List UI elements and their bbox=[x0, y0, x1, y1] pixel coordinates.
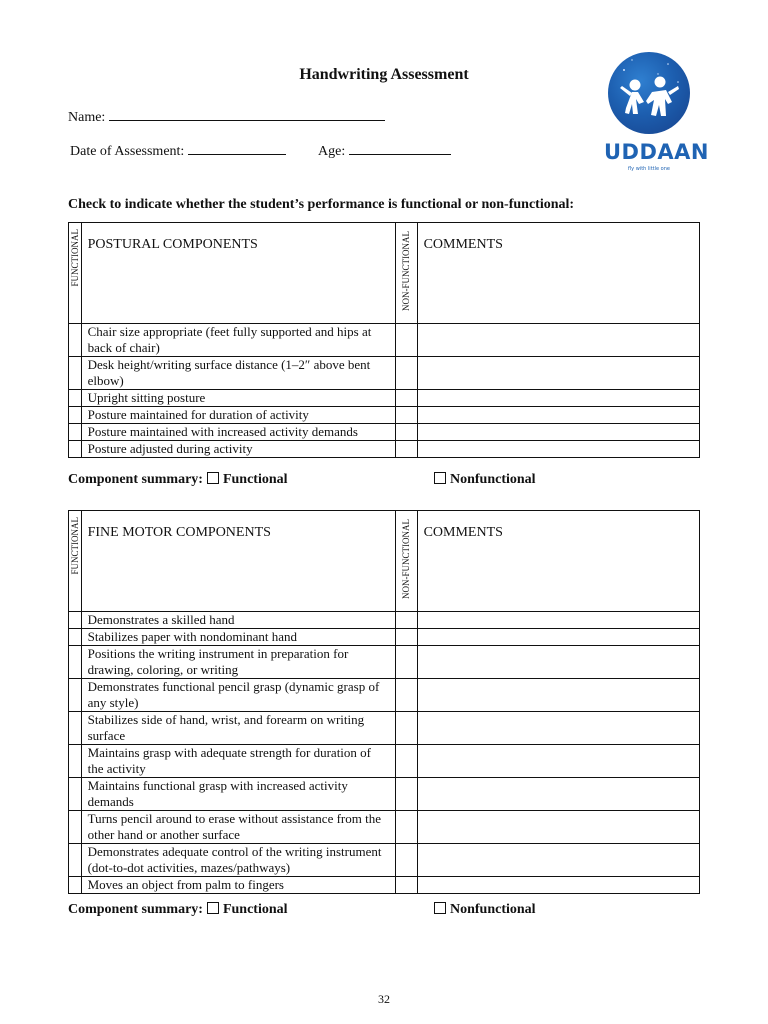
fine-motor-summary bbox=[68, 902, 536, 918]
comments-cell[interactable] bbox=[417, 629, 699, 646]
non-functional-checkbox-cell[interactable] bbox=[395, 324, 417, 357]
comments-heading: COMMENTS bbox=[417, 511, 699, 612]
logo-tagline: fly with little one bbox=[628, 166, 670, 172]
name-field bbox=[68, 106, 385, 126]
non-functional-checkbox-cell[interactable] bbox=[395, 441, 417, 458]
functional-checkbox-cell[interactable] bbox=[69, 441, 82, 458]
table-row bbox=[69, 407, 700, 424]
fine-motor-table bbox=[68, 510, 700, 894]
instruction-text: Check to indicate whether the student’s performance is functional or non-functional: bbox=[68, 197, 575, 212]
item-label: Stabilizes paper with nondominant hand bbox=[81, 629, 395, 646]
age-input-line[interactable] bbox=[349, 140, 451, 155]
functional-option-label: Functional bbox=[222, 472, 288, 487]
logo-emblem bbox=[608, 52, 690, 134]
item-label: Chair size appropriate (feet fully supported and hips at back of chair) bbox=[81, 324, 395, 357]
comments-cell[interactable] bbox=[417, 357, 699, 390]
table-row bbox=[69, 712, 700, 745]
table-row bbox=[69, 324, 700, 357]
item-label: Posture maintained for duration of activity bbox=[81, 407, 395, 424]
functional-column-header bbox=[69, 511, 82, 612]
postural-table bbox=[68, 222, 700, 458]
comments-cell[interactable] bbox=[417, 324, 699, 357]
comments-cell[interactable] bbox=[417, 612, 699, 629]
non-functional-checkbox-cell[interactable] bbox=[395, 679, 417, 712]
postural-heading: POSTURAL COMPONENTS bbox=[81, 223, 395, 324]
nonfunctional-option-label: Nonfunctional bbox=[450, 902, 536, 917]
functional-checkbox-cell[interactable] bbox=[69, 712, 82, 745]
functional-checkbox-cell[interactable] bbox=[69, 811, 82, 844]
summary-label: Component summary: bbox=[68, 472, 203, 487]
item-label: Positions the writing instrument in preparation for drawing, coloring, or writing bbox=[81, 646, 395, 679]
non-functional-checkbox-cell[interactable] bbox=[395, 424, 417, 441]
comments-cell[interactable] bbox=[417, 712, 699, 745]
item-label: Maintains functional grasp with increased activity demands bbox=[81, 778, 395, 811]
age-field bbox=[318, 140, 451, 160]
item-label: Turns pencil around to erase without assistance from the other hand or another surface bbox=[81, 811, 395, 844]
non-functional-column-header bbox=[395, 511, 417, 612]
non-functional-label: NON-FUNCTIONAL bbox=[401, 231, 412, 311]
functional-option-label: Functional bbox=[222, 902, 288, 917]
children-silhouette-icon bbox=[608, 52, 690, 134]
fine-motor-header-row bbox=[69, 511, 700, 612]
postural-summary bbox=[68, 472, 536, 488]
item-label: Moves an object from palm to fingers bbox=[81, 877, 395, 894]
date-field bbox=[70, 140, 286, 160]
comments-cell[interactable] bbox=[417, 390, 699, 407]
nonfunctional-option-label: Nonfunctional bbox=[450, 472, 536, 487]
nonfunctional-checkbox[interactable] bbox=[434, 472, 446, 484]
functional-checkbox-cell[interactable] bbox=[69, 877, 82, 894]
functional-column-header bbox=[69, 223, 82, 324]
item-label: Demonstrates a skilled hand bbox=[81, 612, 395, 629]
date-input-line[interactable] bbox=[188, 140, 286, 155]
non-functional-label: NON-FUNCTIONAL bbox=[401, 519, 412, 599]
table-row bbox=[69, 441, 700, 458]
non-functional-checkbox-cell[interactable] bbox=[395, 646, 417, 679]
non-functional-column-header bbox=[395, 223, 417, 324]
logo-wordmark: UDDAAN bbox=[604, 140, 709, 164]
item-label: Upright sitting posture bbox=[81, 390, 395, 407]
comments-cell[interactable] bbox=[417, 441, 699, 458]
non-functional-checkbox-cell[interactable] bbox=[395, 844, 417, 877]
comments-cell[interactable] bbox=[417, 877, 699, 894]
item-label: Demonstrates functional pencil grasp (dynamic grasp of any style) bbox=[81, 679, 395, 712]
non-functional-checkbox-cell[interactable] bbox=[395, 407, 417, 424]
non-functional-checkbox-cell[interactable] bbox=[395, 745, 417, 778]
comments-cell[interactable] bbox=[417, 407, 699, 424]
table-row bbox=[69, 424, 700, 441]
table-row bbox=[69, 629, 700, 646]
table-row bbox=[69, 679, 700, 712]
page-title: Handwriting Assessment bbox=[299, 66, 469, 83]
comments-cell[interactable] bbox=[417, 646, 699, 679]
functional-checkbox-cell[interactable] bbox=[69, 629, 82, 646]
item-label: Demonstrates adequate control of the writing instrument (dot-to-dot activities, mazes/pathways) bbox=[81, 844, 395, 877]
functional-checkbox-cell[interactable] bbox=[69, 844, 82, 877]
comments-heading: COMMENTS bbox=[417, 223, 699, 324]
table-row bbox=[69, 646, 700, 679]
name-label: Name: bbox=[68, 110, 106, 125]
table-row bbox=[69, 844, 700, 877]
non-functional-checkbox-cell[interactable] bbox=[395, 612, 417, 629]
functional-checkbox-cell[interactable] bbox=[69, 679, 82, 712]
functional-checkbox-cell[interactable] bbox=[69, 778, 82, 811]
functional-checkbox-cell[interactable] bbox=[69, 357, 82, 390]
item-label: Posture adjusted during activity bbox=[81, 441, 395, 458]
summary-label: Component summary: bbox=[68, 902, 203, 917]
table-row bbox=[69, 811, 700, 844]
name-input-line[interactable] bbox=[109, 106, 385, 121]
table-row bbox=[69, 778, 700, 811]
comments-cell[interactable] bbox=[417, 811, 699, 844]
item-label: Posture maintained with increased activity demands bbox=[81, 424, 395, 441]
fine-motor-heading: FINE MOTOR COMPONENTS bbox=[81, 511, 395, 612]
item-label: Maintains grasp with adequate strength for duration of the activity bbox=[81, 745, 395, 778]
functional-checkbox-cell[interactable] bbox=[69, 745, 82, 778]
functional-checkbox[interactable] bbox=[207, 902, 219, 914]
functional-checkbox-cell[interactable] bbox=[69, 612, 82, 629]
nonfunctional-checkbox[interactable] bbox=[434, 902, 446, 914]
functional-checkbox-cell[interactable] bbox=[69, 390, 82, 407]
functional-checkbox[interactable] bbox=[207, 472, 219, 484]
table-row bbox=[69, 745, 700, 778]
postural-header-row bbox=[69, 223, 700, 324]
non-functional-checkbox-cell[interactable] bbox=[395, 629, 417, 646]
date-label: Date of Assessment: bbox=[70, 144, 185, 159]
functional-checkbox-cell[interactable] bbox=[69, 646, 82, 679]
non-functional-checkbox-cell[interactable] bbox=[395, 811, 417, 844]
age-label: Age: bbox=[318, 144, 346, 159]
table-row bbox=[69, 390, 700, 407]
item-label: Desk height/writing surface distance (1–2″ above bent elbow) bbox=[81, 357, 395, 390]
non-functional-checkbox-cell[interactable] bbox=[395, 877, 417, 894]
functional-checkbox-cell[interactable] bbox=[69, 324, 82, 357]
comments-cell[interactable] bbox=[417, 778, 699, 811]
comments-cell[interactable] bbox=[417, 679, 699, 712]
functional-checkbox-cell[interactable] bbox=[69, 424, 82, 441]
non-functional-checkbox-cell[interactable] bbox=[395, 712, 417, 745]
item-label: Stabilizes side of hand, wrist, and forearm on writing surface bbox=[81, 712, 395, 745]
functional-label: FUNCTIONAL bbox=[69, 517, 80, 575]
comments-cell[interactable] bbox=[417, 424, 699, 441]
non-functional-checkbox-cell[interactable] bbox=[395, 357, 417, 390]
functional-label: FUNCTIONAL bbox=[69, 229, 80, 287]
non-functional-checkbox-cell[interactable] bbox=[395, 390, 417, 407]
comments-cell[interactable] bbox=[417, 844, 699, 877]
page-number: 32 bbox=[378, 992, 390, 1006]
table-row bbox=[69, 357, 700, 390]
comments-cell[interactable] bbox=[417, 745, 699, 778]
table-row bbox=[69, 877, 700, 894]
table-row bbox=[69, 612, 700, 629]
functional-checkbox-cell[interactable] bbox=[69, 407, 82, 424]
uddaan-logo bbox=[604, 52, 709, 182]
non-functional-checkbox-cell[interactable] bbox=[395, 778, 417, 811]
